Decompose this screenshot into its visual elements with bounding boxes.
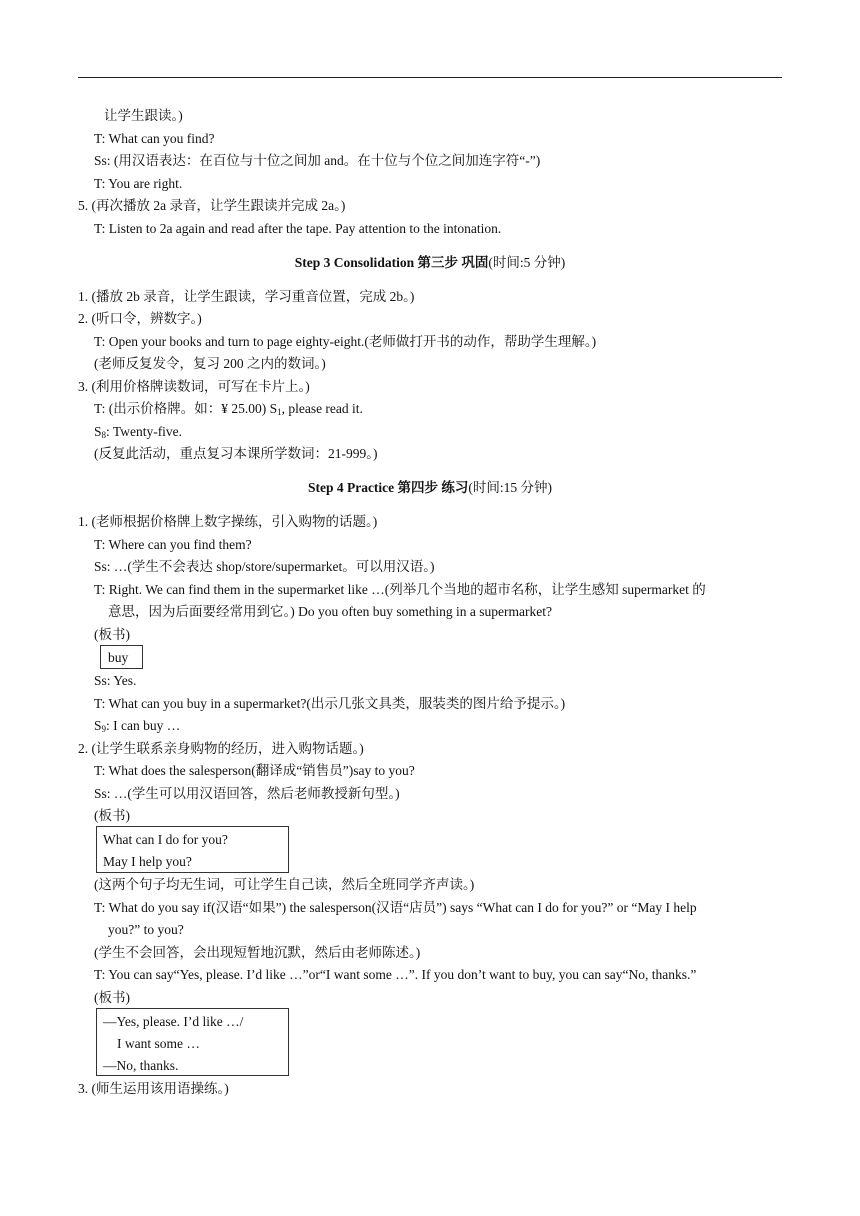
text-fragment: : I can buy … xyxy=(106,718,181,733)
text-line: 2. (让学生联系亲身购物的经历，进入购物话题。) xyxy=(78,741,364,756)
text-line: T: Where can you find them? xyxy=(94,537,252,552)
text-line: (反复此活动，重点复习本课所学数词：21-999。) xyxy=(94,446,378,461)
text-fragment: S xyxy=(94,718,102,733)
text-line: Ss: …(学生不会表达 shop/store/supermarket。可以用汉语。) xyxy=(94,559,435,574)
text-line: Ss: …(学生可以用汉语回答，然后老师教授新句型。) xyxy=(94,786,400,801)
text-line: T: What do you say if(汉语“如果”) the salesperson(汉语“店员”) says “What can I do for you?” or “May I help xyxy=(94,900,697,915)
text-line: (板书) xyxy=(94,627,130,642)
board-text: What can I do for you? xyxy=(103,832,228,847)
board-box-help xyxy=(96,826,289,873)
text-line: (老师反复发令，复习 200 之内的数词。) xyxy=(94,356,326,371)
text-line: T: What can you find? xyxy=(94,131,215,146)
subscript: 1 xyxy=(277,407,282,417)
board-text: May I help you? xyxy=(103,854,192,869)
text-line: (板书) xyxy=(94,808,130,823)
text-line: Ss: (用汉语表达：在百位与十位之间加 and。在十位与个位之间加连字符“-”) xyxy=(94,153,541,168)
text-line: you?” to you? xyxy=(108,922,184,937)
subscript: 8 xyxy=(101,430,107,440)
text-fragment: : Twenty-five. xyxy=(106,424,183,439)
board-text: I want some … xyxy=(117,1036,200,1051)
board-text: —No, thanks. xyxy=(103,1058,179,1073)
text-line: (这两个句子均无生词，可让学生自己读，然后全班同学齐声读。) xyxy=(94,877,475,892)
text-line xyxy=(94,423,182,441)
board-text: buy xyxy=(108,650,129,665)
board-text: —Yes, please. I’d like …/ xyxy=(103,1014,244,1029)
text-line: 2. (听口令，辨数字。) xyxy=(78,311,202,326)
text-fragment: T: (出示价格牌。如：¥ 25.00) S xyxy=(94,401,278,416)
text-line: T: What can you buy in a supermarket?(出示几张文具类，服装类的图片给予提示。) xyxy=(94,696,566,711)
text-line: T: What does the salesperson(翻译成“销售员”)say to you? xyxy=(94,763,415,778)
header-rule xyxy=(78,77,782,78)
text-line: (学生不会回答，会出现短暂地沉默，然后由老师陈述。) xyxy=(94,945,421,960)
text-line: T: Open your books and turn to page eighty-eight.(老师做打开书的动作，帮助学生理解。) xyxy=(94,334,597,349)
step4-heading-time: (时间:15 分钟) xyxy=(468,480,553,495)
text-line xyxy=(94,717,180,735)
text-line: 让学生跟读。) xyxy=(104,108,183,123)
text-line: 1. (播放 2b 录音，让学生跟读，学习重音位置，完成 2b。) xyxy=(78,289,415,304)
step4-heading xyxy=(78,479,782,497)
subscript: 9 xyxy=(101,724,107,734)
text-line: 意思，因为后面要经常用到它。) Do you often buy something in a supermarket? xyxy=(108,604,552,619)
text-line: T: You can say“Yes, please. I’d like …”or“I want some …”. If you don’t want to buy, you can say“No, thanks.” xyxy=(94,967,697,982)
text-line: Ss: Yes. xyxy=(94,673,137,688)
step3-heading-time: (时间:5 分钟) xyxy=(488,255,566,270)
text-line: (板书) xyxy=(94,990,130,1005)
text-line: 3. (师生运用该用语操练。) xyxy=(78,1081,229,1096)
text-line: T: You are right. xyxy=(94,176,183,191)
board-box-reply xyxy=(96,1008,289,1076)
text-line: 1. (老师根据价格牌上数字操练，引入购物的话题。) xyxy=(78,514,378,529)
text-line: 3. (利用价格牌读数词，可写在卡片上。) xyxy=(78,379,310,394)
text-fragment: S xyxy=(94,424,102,439)
text-line xyxy=(94,400,363,418)
step4-heading-label: Step 4 Practice 第四步 练习 xyxy=(307,480,469,495)
text-line: T: Right. We can find them in the supermarket like …(列举几个当地的超市名称，让学生感知 supermarket 的 xyxy=(94,582,706,597)
step3-heading-label: Step 3 Consolidation 第三步 巩固 xyxy=(294,255,489,270)
step3-heading xyxy=(78,254,782,272)
text-fragment: , please read it. xyxy=(281,401,363,416)
board-box-buy xyxy=(100,645,143,669)
text-line: T: Listen to 2a again and read after the tape. Pay attention to the intonation. xyxy=(94,221,502,236)
text-line: 5. (再次播放 2a 录音，让学生跟读并完成 2a。) xyxy=(78,198,346,213)
